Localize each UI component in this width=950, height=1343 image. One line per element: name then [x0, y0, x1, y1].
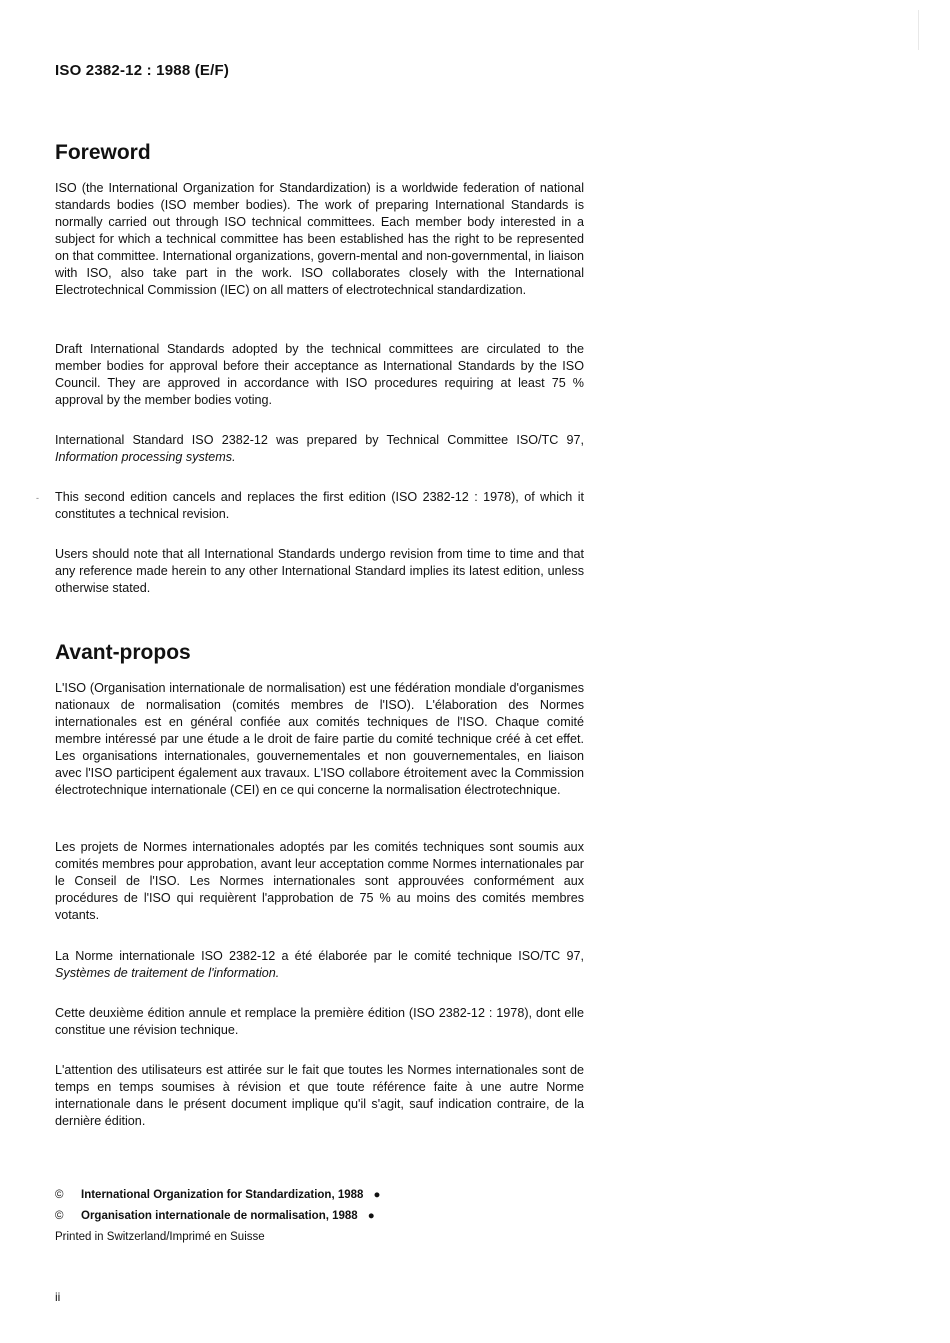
copyright-symbol-icon: © — [55, 1210, 64, 1222]
foreword-committee-title: Information processing systems. — [55, 450, 236, 464]
avant-propos-committee-title: Systèmes de traitement de l'information. — [55, 966, 280, 980]
bullet-icon: ● — [367, 1210, 375, 1222]
avant-propos-paragraph-1: L'ISO (Organisation internationale de normalisation) est une fédération mondiale d'organismes nationaux de normalisation (comités membres de l'ISO). L'élaboration des Normes internationales est en général confiée aux comités techniques de l'ISO. Chaque comité membre intéressé par une étude a le droit de faire partie du comité technique créé à cet effet. Les organisations internationales, gouvernementales et non gouvernementales, en liaison avec l'ISO participent également aux travaux. L'ISO collabore étroitement avec la Commission électrotechnique internationale (CEI) en ce qui concerne la normalisation électrotechnique. — [55, 681, 584, 797]
avant-propos-title: Avant-propos — [55, 641, 191, 664]
copyright-english-text: International Organization for Standardization, 1988 — [81, 1189, 364, 1201]
foreword-paragraph-3 — [55, 432, 584, 466]
copyright-symbol-icon: © — [55, 1189, 64, 1201]
copyright-french — [55, 1209, 375, 1224]
foreword-title: Foreword — [55, 141, 151, 164]
avant-propos-paragraph-2: Les projets de Normes internationales adoptés par les comités techniques sont soumis aux comités membres pour approbation, avant leur acceptation comme Normes internationales par le Conseil de l'ISO. Les Normes internationales sont approuvées conformément aux procédures de l'ISO qui requièrent l'approbation de 75 % au moins des comités membres votants. — [55, 840, 584, 922]
foreword-prepared-by-text: International Standard ISO 2382-12 was prepared by Technical Committee ISO/TC 97, — [55, 433, 584, 447]
foreword-paragraph-2: Draft International Standards adopted by the technical committees are circulated to the member bodies for approval before their acceptance as International Standards by the ISO Council. They are approved in accordance with ISO procedures requiring at least 75 % approval by the member bodies voting. — [55, 342, 584, 407]
scan-edge-line — [918, 10, 919, 50]
foreword-paragraph-4: This second edition cancels and replaces the first edition (ISO 2382-12 : 1978), of which it constitutes a technical revision. — [55, 490, 584, 521]
copyright-french-text: Organisation internationale de normalisation, 1988 — [81, 1210, 358, 1222]
copyright-english — [55, 1188, 380, 1203]
avant-propos-paragraph-5: L'attention des utilisateurs est attirée sur le fait que toutes les Normes internationales sont de temps en temps soumises à révision et que toute référence faite à une autre Norme internationale dans le présent document implique qu'il s'agit, sauf indication contraire, de la dernière édition. — [55, 1063, 584, 1128]
printed-in-notice: Printed in Switzerland/Imprimé en Suisse — [55, 1231, 265, 1243]
bullet-icon: ● — [373, 1189, 381, 1201]
page-number: ii — [55, 1290, 61, 1304]
avant-propos-prepared-by-text: La Norme internationale ISO 2382-12 a été élaborée par le comité technique ISO/TC 97, — [55, 949, 584, 963]
foreword-paragraph-1: ISO (the International Organization for Standardization) is a worldwide federation of national standards bodies (ISO member bodies). The work of preparing International Standards is normally carried out through ISO technical committees. Each member body interested in a subject for which a technical committee has been established has the right to be represented on that committee. International organizations, govern-mental and non-governmental, in liaison with ISO, also take part in the work. ISO collaborates closely with the International Electrotechnical Commission (IEC) on all matters of electrotechnical standardization. — [55, 181, 584, 297]
avant-propos-paragraph-4: Cette deuxième édition annule et remplace la première édition (ISO 2382-12 : 1978), dont elle constitue une révision technique. — [55, 1006, 584, 1037]
avant-propos-paragraph-3 — [55, 948, 584, 982]
foreword-paragraph-5: Users should note that all International Standards undergo revision from time to time and that any reference made herein to any other International Standard implies its latest edition, unless otherwise stated. — [55, 547, 584, 595]
document-designation: ISO 2382-12 : 1988 (E/F) — [55, 62, 230, 79]
margin-mark: - — [36, 493, 39, 503]
